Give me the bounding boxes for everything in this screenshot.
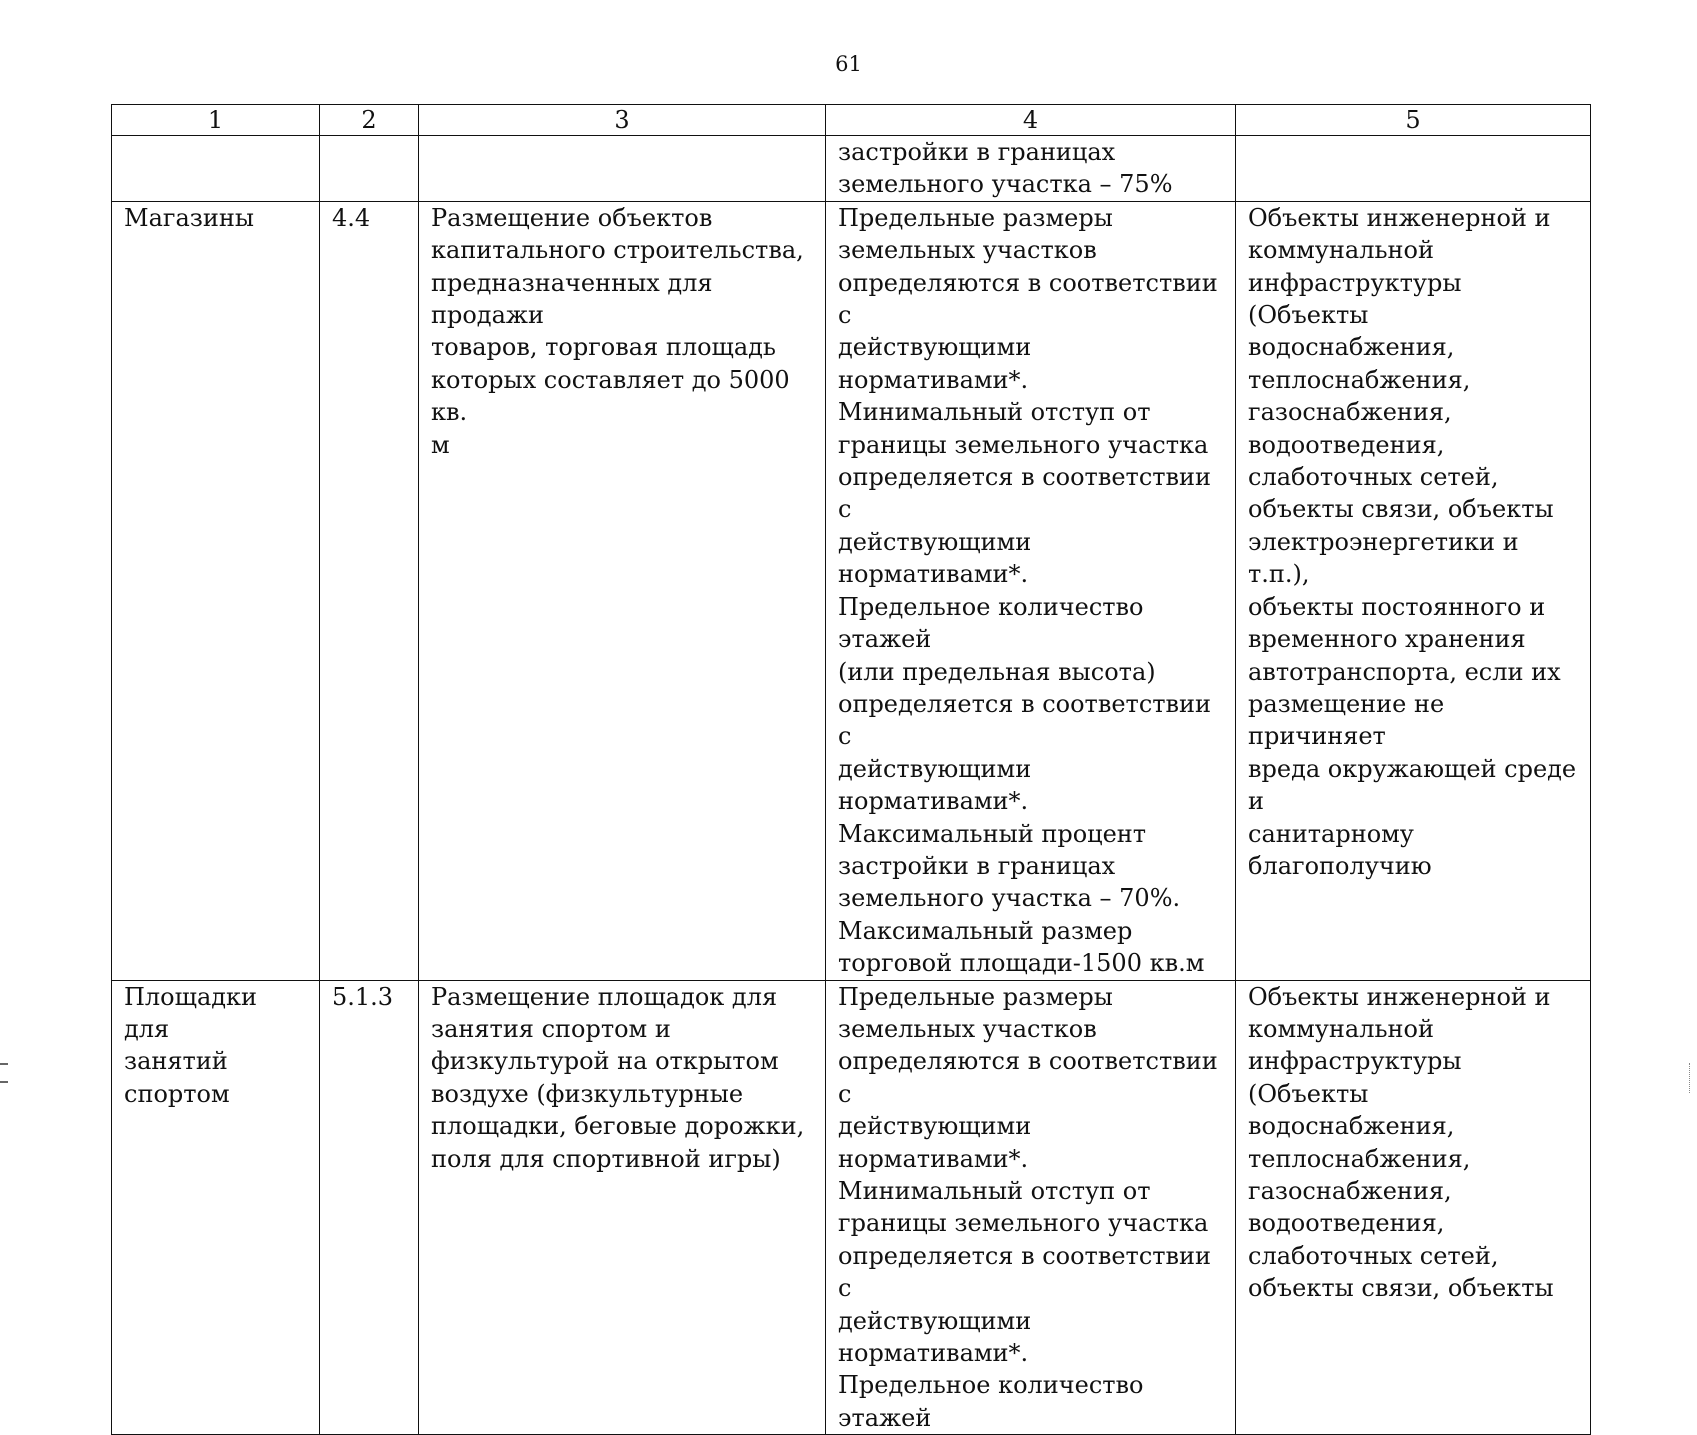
cell-code-text: 4.4 <box>332 203 371 232</box>
cell-parameters <box>826 136 1236 202</box>
cell-parameters-text: застройки в границах земельного участка – 75% <box>838 138 1173 199</box>
header-row <box>112 105 1591 136</box>
column-header-2: 2 <box>320 105 419 136</box>
cell-code <box>320 201 419 980</box>
cell-parameters <box>826 201 1236 980</box>
regulations-table <box>111 104 1591 1435</box>
cell-code <box>320 136 419 202</box>
page-number: 61 <box>835 52 862 76</box>
cell-auxiliary <box>1236 136 1591 202</box>
cell-description <box>419 136 826 202</box>
cell-name <box>112 136 320 202</box>
column-header-5: 5 <box>1236 105 1591 136</box>
table-body <box>112 136 1591 1435</box>
cell-description <box>419 201 826 980</box>
cell-parameters-text: Предельные размеры земельных участков определяются в соответствии с действующими нормативами*. Минимальный отступ от границы земельного участка определяется в соответствии с действующими нормативами*. Предельное количество этажей <box>838 982 1218 1432</box>
column-header-4: 4 <box>826 105 1236 136</box>
cell-name <box>112 980 320 1435</box>
cell-auxiliary <box>1236 201 1591 980</box>
cell-parameters-text: Предельные размеры земельных участков определяются в соответствии с действующими нормативами*. Минимальный отступ от границы земельного участка определяется в соответствии с действующими нормативами*. Предельное количество этажей (или предельная высота) определяется в соответствии с действующими нормативами*. Максимальный процент застройки в границах земельного участка – 70%. Максимальный размер торговой площади-1500 кв.м <box>838 203 1218 978</box>
cell-name-text: Площадки для занятий спортом <box>124 982 258 1108</box>
scan-artifact-right <box>1689 1063 1693 1093</box>
cell-auxiliary-text: Объекты инженерной и коммунальной инфраструктуры (Объекты водоснабжения, теплоснабжения, газоснабжения, водоотведения, слаботочных сетей, объекты связи, объекты электроэнергетики и т.п.), объекты постоянного и временного хранения автотранспорта, если их размещение не причиняет вреда окружающей среде и санитарному благополучию <box>1248 203 1577 880</box>
cell-auxiliary <box>1236 980 1591 1435</box>
table-header <box>112 105 1591 136</box>
cell-parameters <box>826 980 1236 1435</box>
table-row-sports-grounds <box>112 980 1591 1435</box>
cell-description <box>419 980 826 1435</box>
table-row-continuation <box>112 136 1591 202</box>
cell-auxiliary-text: Объекты инженерной и коммунальной инфраструктуры (Объекты водоснабжения, теплоснабжения, газоснабжения, водоотведения, слаботочных сетей, объекты связи, объекты <box>1248 982 1554 1303</box>
cell-code-text: 5.1.3 <box>332 982 394 1011</box>
cell-name <box>112 201 320 980</box>
column-header-3: 3 <box>419 105 826 136</box>
cell-description-text: Размещение объектов капитального строительства, предназначенных для продажи товаров, торговая площадь которых составляет до 5000 кв. м <box>431 203 804 459</box>
cell-name-text: Магазины <box>124 203 254 232</box>
cell-description-text: Размещение площадок для занятия спортом и физкультурой на открытом воздухе (физкультурные площадки, беговые дорожки, поля для спортивной игры) <box>431 982 805 1173</box>
cell-code <box>320 980 419 1435</box>
scan-artifact-left <box>0 1063 8 1083</box>
table-row-shops <box>112 201 1591 980</box>
column-header-1: 1 <box>112 105 320 136</box>
